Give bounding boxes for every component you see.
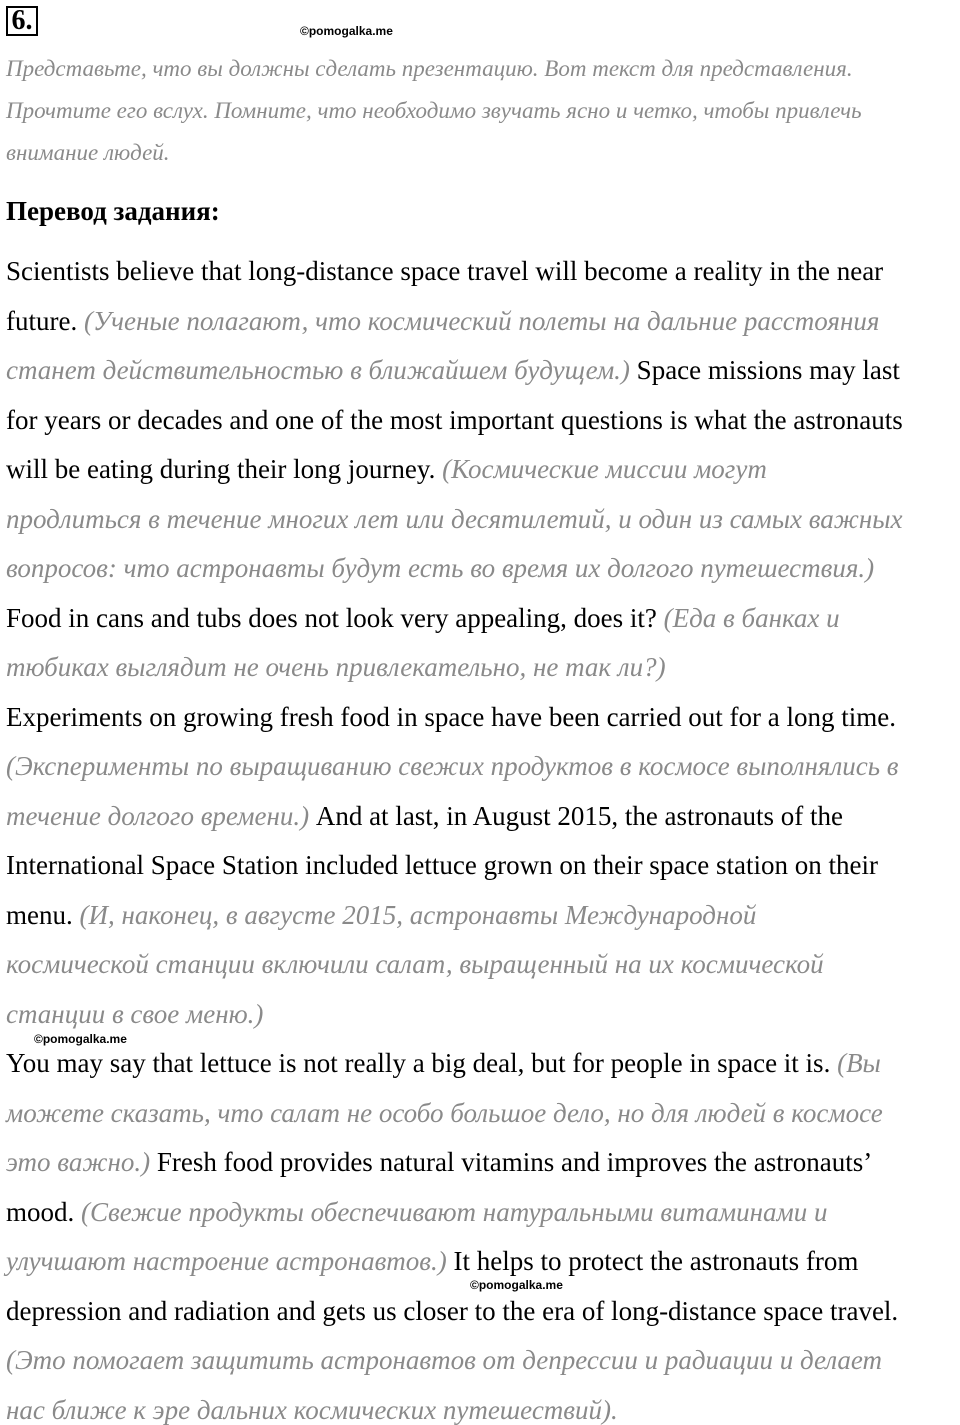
russian-translation: вопросов: что астронавты будут есть во время их долгого путешествия.) bbox=[6, 553, 875, 583]
russian-translation: (Космические миссии могут bbox=[442, 454, 767, 484]
text-line bbox=[6, 355, 900, 385]
text-line bbox=[6, 1147, 872, 1177]
text-line bbox=[6, 801, 843, 831]
russian-translation: (Это помогает защитить астронавтов от депрессии и радиации и делает bbox=[6, 1345, 883, 1375]
english-text: Experiments on growing fresh food in space have been carried out for a long time. bbox=[6, 702, 896, 732]
english-text: International Space Station included lettuce grown on their space station on their bbox=[6, 850, 878, 880]
text-line bbox=[6, 999, 263, 1029]
english-text: will be eating during their long journey. bbox=[6, 454, 443, 484]
text-line bbox=[6, 1345, 882, 1375]
watermark: ©pomogalka.me bbox=[34, 1032, 127, 1046]
english-text: mood. bbox=[6, 1197, 82, 1227]
russian-translation: станет действительностью в ближайшем будущем.) bbox=[6, 355, 630, 385]
russian-translation: это важно.) bbox=[6, 1147, 151, 1177]
text-line bbox=[6, 850, 878, 880]
english-text: And at last, in August 2015, the astronauts of the bbox=[309, 801, 844, 831]
russian-translation: (Свежие продукты обеспечивают натуральными витаминами и bbox=[81, 1197, 828, 1227]
text-line bbox=[6, 652, 666, 682]
instruction-line: внимание людей. bbox=[6, 140, 170, 165]
text-line bbox=[6, 553, 874, 583]
text-line bbox=[6, 405, 903, 435]
russian-translation: (Еда в банках и bbox=[663, 603, 840, 633]
instruction-line: Представьте, что вы должны сделать презентацию. Вот текст для представления. bbox=[6, 56, 853, 81]
english-text: menu. bbox=[6, 900, 80, 930]
text-line bbox=[6, 256, 883, 286]
watermark: ©pomogalka.me bbox=[470, 1278, 563, 1292]
text-line bbox=[6, 603, 840, 633]
instruction-line: Прочтите его вслух. Помните, что необходимо звучать ясно и четко, чтобы привлечь bbox=[6, 98, 862, 123]
text-line bbox=[6, 949, 824, 979]
russian-translation: продлиться в течение многих лет или десятилетий, и один из самых важных bbox=[6, 504, 903, 534]
english-text: future. bbox=[6, 306, 84, 336]
english-text: Food in cans and tubs does not look very appealing, does it? bbox=[6, 603, 664, 633]
russian-translation: тюбиках выглядит не очень привлекательно, не так ли?) bbox=[6, 652, 666, 682]
russian-translation: космической станции включили салат, выращенный на их космической bbox=[6, 949, 824, 979]
english-text: Space missions may last bbox=[629, 355, 900, 385]
watermark: ©pomogalka.me bbox=[300, 24, 393, 38]
text-line bbox=[6, 454, 767, 484]
russian-translation: (Эксперименты по выращиванию свежих продуктов в космосе выполнялись в bbox=[6, 751, 899, 781]
english-text: Scientists believe that long-distance space travel will become a reality in the near bbox=[6, 256, 884, 286]
text-line bbox=[6, 1296, 898, 1326]
text-line bbox=[6, 1098, 883, 1128]
text-line bbox=[6, 306, 879, 336]
russian-translation: течение долгого времени.) bbox=[6, 801, 310, 831]
text-line bbox=[6, 504, 903, 534]
russian-translation: станции в свое меню.) bbox=[6, 999, 264, 1029]
text-line bbox=[6, 900, 756, 930]
english-text: for years or decades and one of the most important questions is what the astronauts bbox=[6, 405, 903, 435]
english-text: It helps to protect the astronauts from bbox=[446, 1246, 859, 1276]
text-line bbox=[6, 1246, 858, 1276]
russian-translation: (Ученые полагают, что космический полеты на дальние расстояния bbox=[83, 306, 880, 336]
english-text: You may say that lettuce is not really a big deal, but for people in space it is. bbox=[6, 1048, 838, 1078]
russian-translation: (И, наконец, в августе 2015, астронавты Международной bbox=[79, 900, 757, 930]
section-heading: Перевод задания: bbox=[6, 196, 220, 226]
text-line bbox=[6, 702, 896, 732]
russian-translation: можете сказать, что салат не особо большое дело, но для людей в космосе bbox=[6, 1098, 883, 1128]
russian-translation: нас ближе к эре дальних космических путешествий). bbox=[6, 1395, 618, 1425]
task-number-box: 6. bbox=[6, 6, 38, 36]
text-line bbox=[6, 1395, 618, 1425]
text-line bbox=[6, 1197, 828, 1227]
text-line bbox=[6, 1048, 881, 1078]
english-text: Fresh food provides natural vitamins and improves the astronauts’ bbox=[150, 1147, 873, 1177]
russian-translation: (Вы bbox=[837, 1048, 881, 1078]
text-line bbox=[6, 751, 899, 781]
russian-translation: улучшают настроение астронавтов.) bbox=[6, 1246, 447, 1276]
english-text: depression and radiation and gets us closer to the era of long-distance space travel. bbox=[6, 1296, 899, 1326]
